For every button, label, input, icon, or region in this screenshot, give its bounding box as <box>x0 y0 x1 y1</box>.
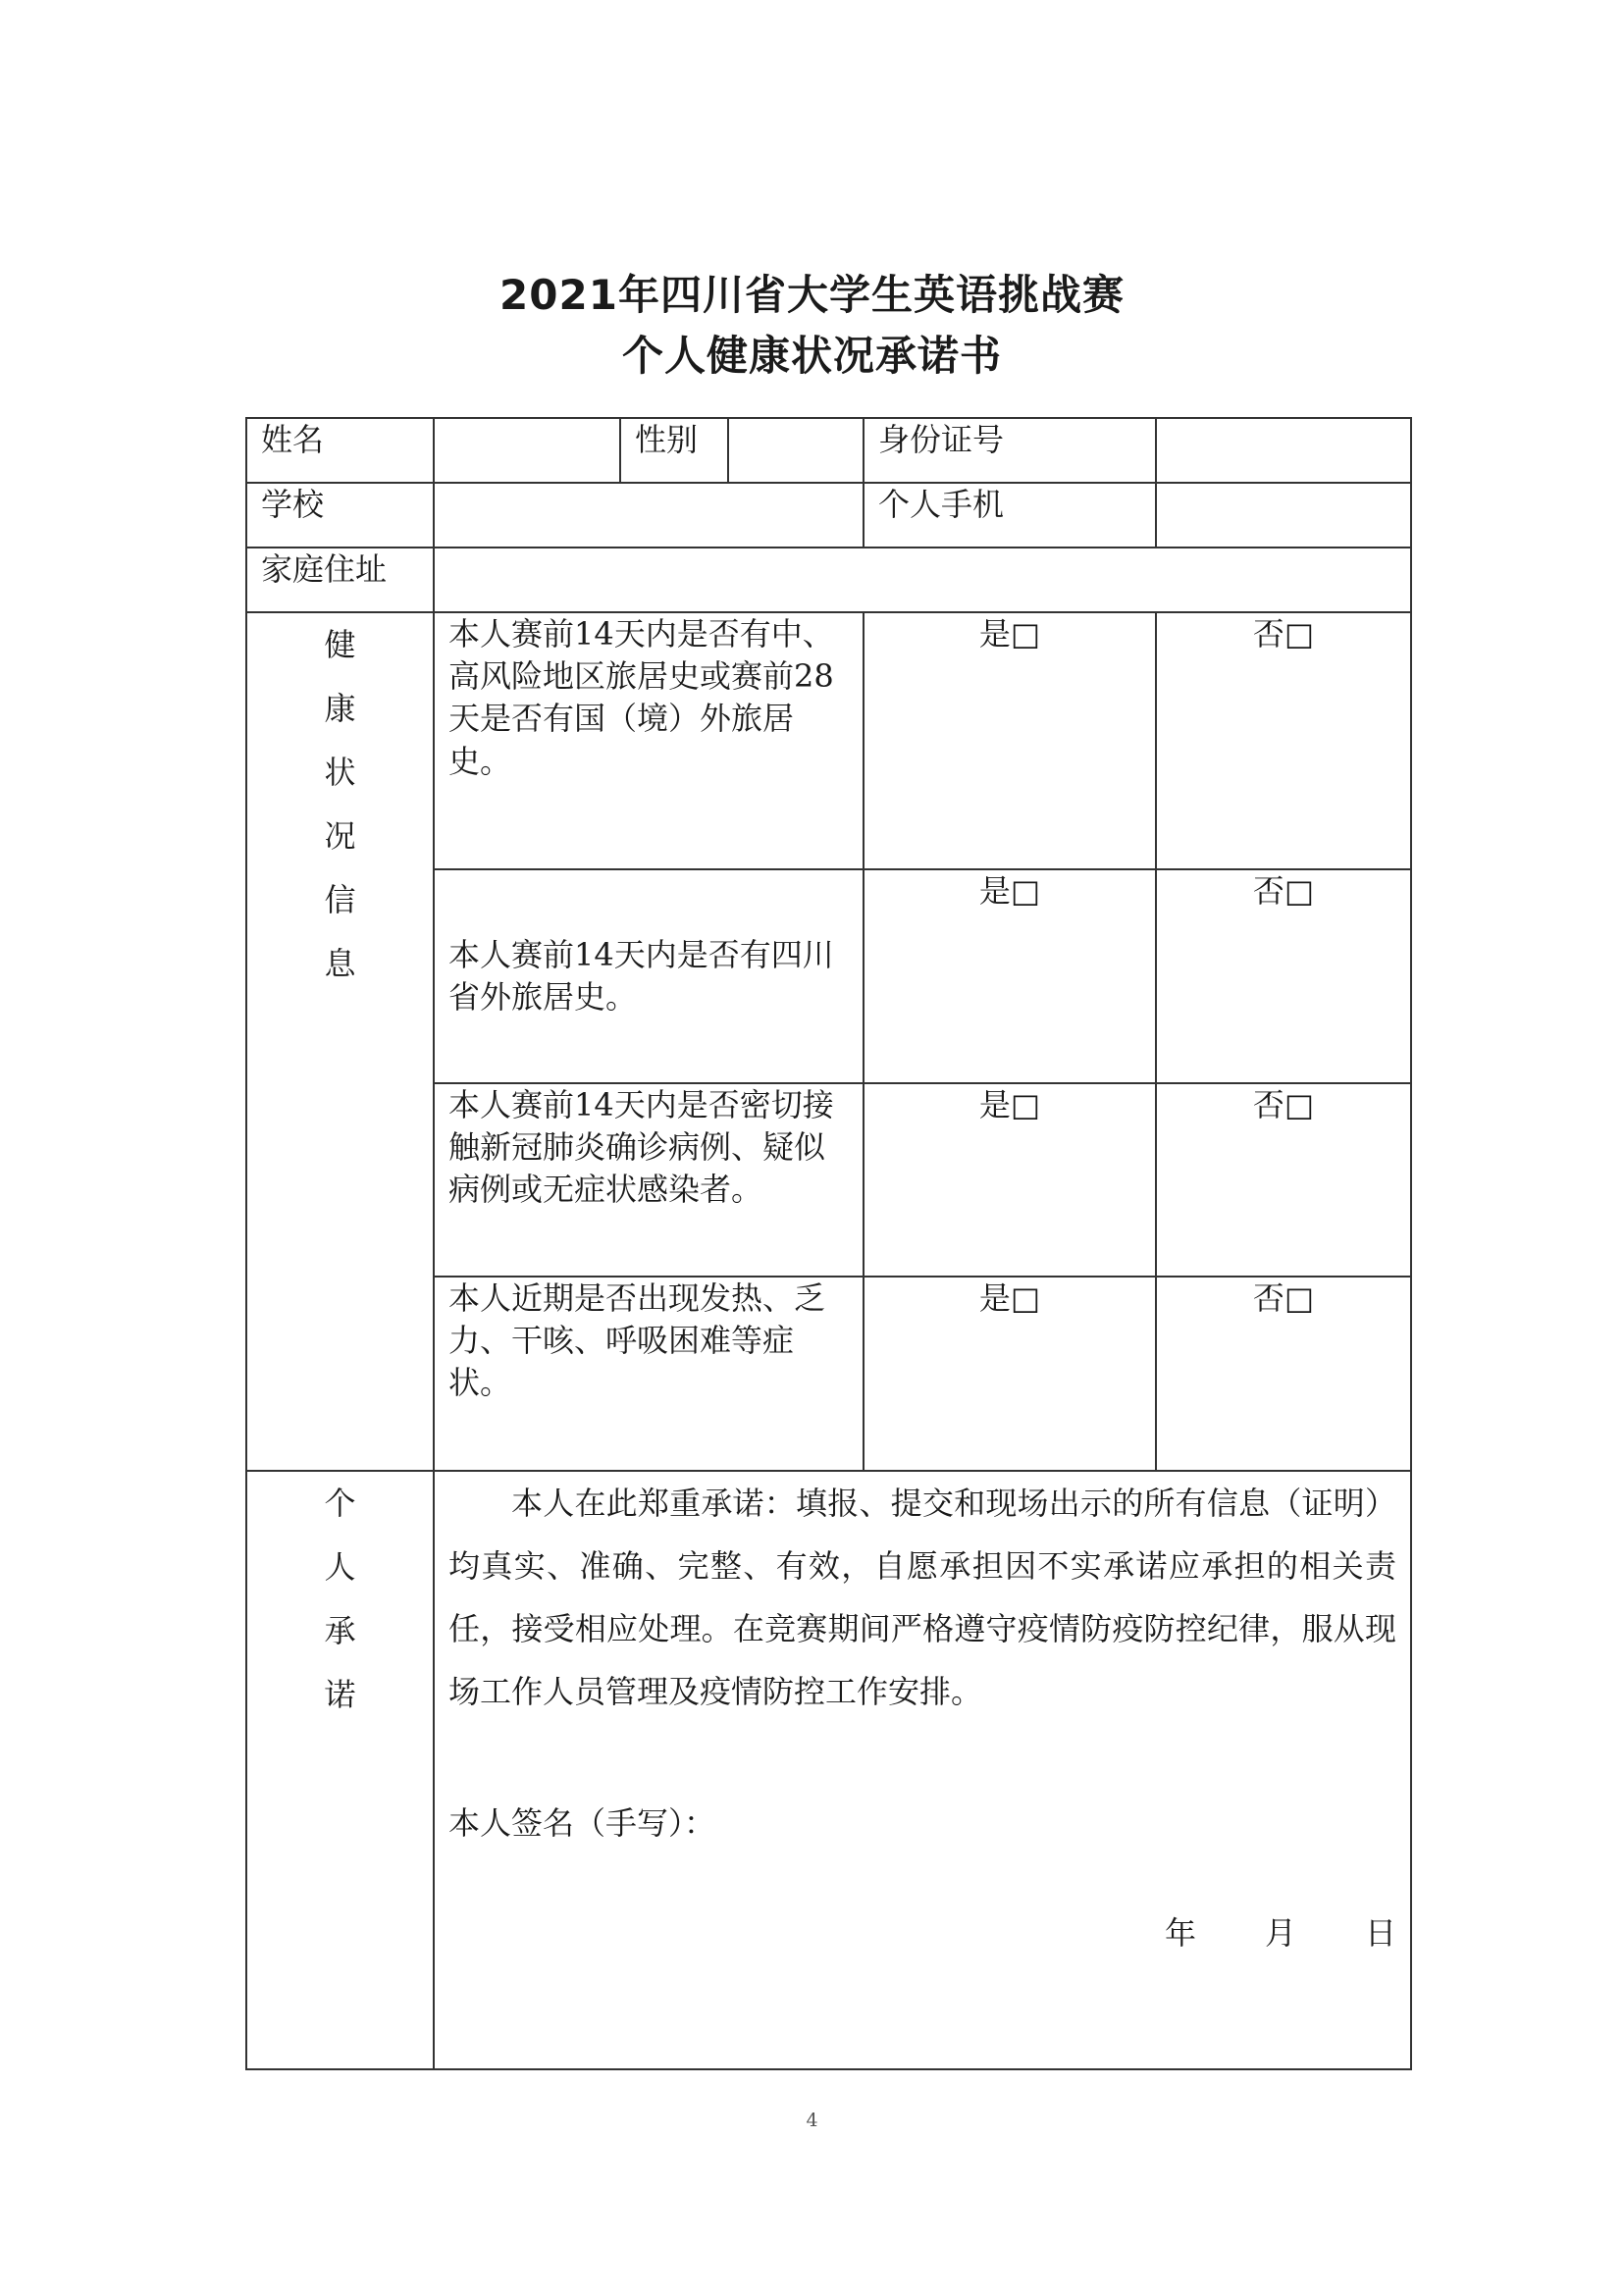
health-question-3: 本人赛前14天内是否密切接触新冠肺炎确诊病例、疑似病例或无症状感染者。 <box>434 1083 864 1277</box>
q3-no-option[interactable]: 否□ <box>1156 1083 1411 1277</box>
q1-yes-option[interactable]: 是□ <box>864 612 1156 869</box>
q1-no-option[interactable]: 否□ <box>1156 612 1411 869</box>
form-title-line1: 2021年四川省大学生英语挑战赛 <box>499 271 1125 319</box>
name-label: 姓名 <box>246 418 434 483</box>
health-question-4: 本人近期是否出现发热、乏力、干咳、呼吸困难等症状。 <box>434 1277 864 1471</box>
health-pledge-form <box>245 417 1412 2070</box>
address-label: 家庭住址 <box>246 548 434 612</box>
q2-yes-option[interactable]: 是□ <box>864 869 1156 1083</box>
date-line <box>448 1902 1396 1964</box>
q4-no-option[interactable]: 否□ <box>1156 1277 1411 1471</box>
page-number: 4 <box>806 2110 818 2131</box>
q2-no-option[interactable]: 否□ <box>1156 869 1411 1083</box>
q4-yes-option[interactable]: 是□ <box>864 1277 1156 1471</box>
id-number-field[interactable] <box>1156 418 1411 483</box>
pledge-section-text: 个人承诺 <box>324 1485 356 1713</box>
gender-label: 性别 <box>620 418 728 483</box>
address-field[interactable] <box>434 548 1411 612</box>
pledge-cell <box>434 1471 1411 2069</box>
health-question-1: 本人赛前14天内是否有中、高风险地区旅居史或赛前28天是否有国（境）外旅居史。 <box>434 612 864 869</box>
signature-label: 本人签名（手写）： <box>448 1804 716 1842</box>
school-field[interactable] <box>434 483 864 548</box>
mobile-label: 个人手机 <box>864 483 1156 548</box>
date-month-label: 月 <box>1264 1914 1296 1952</box>
id-number-label: 身份证号 <box>864 418 1156 483</box>
date-day-label: 日 <box>1364 1914 1396 1952</box>
health-section-text: 健康状况信息 <box>324 626 356 982</box>
health-question-2: 本人赛前14天内是否有四川省外旅居史。 <box>434 869 864 1083</box>
date-year-label: 年 <box>1164 1914 1196 1952</box>
name-field[interactable] <box>434 418 620 483</box>
gender-field[interactable] <box>728 418 864 483</box>
school-label: 学校 <box>246 483 434 548</box>
q3-yes-option[interactable]: 是□ <box>864 1083 1156 1277</box>
mobile-field[interactable] <box>1156 483 1411 548</box>
pledge-text: 本人在此郑重承诺：填报、提交和现场出示的所有信息（证明）均真实、准确、完整、有效，自愿承担因不实承诺应承担的相关责任，接受相应处理。在竞赛期间严格遵守疫情防疫防控纪律，服从现场工作人员管理及疫情防控工作安排。 <box>448 1485 1396 1710</box>
form-title-line2: 个人健康状况承诺书 <box>621 332 1002 380</box>
health-section-label <box>246 612 434 1471</box>
pledge-section-label <box>246 1471 434 2069</box>
